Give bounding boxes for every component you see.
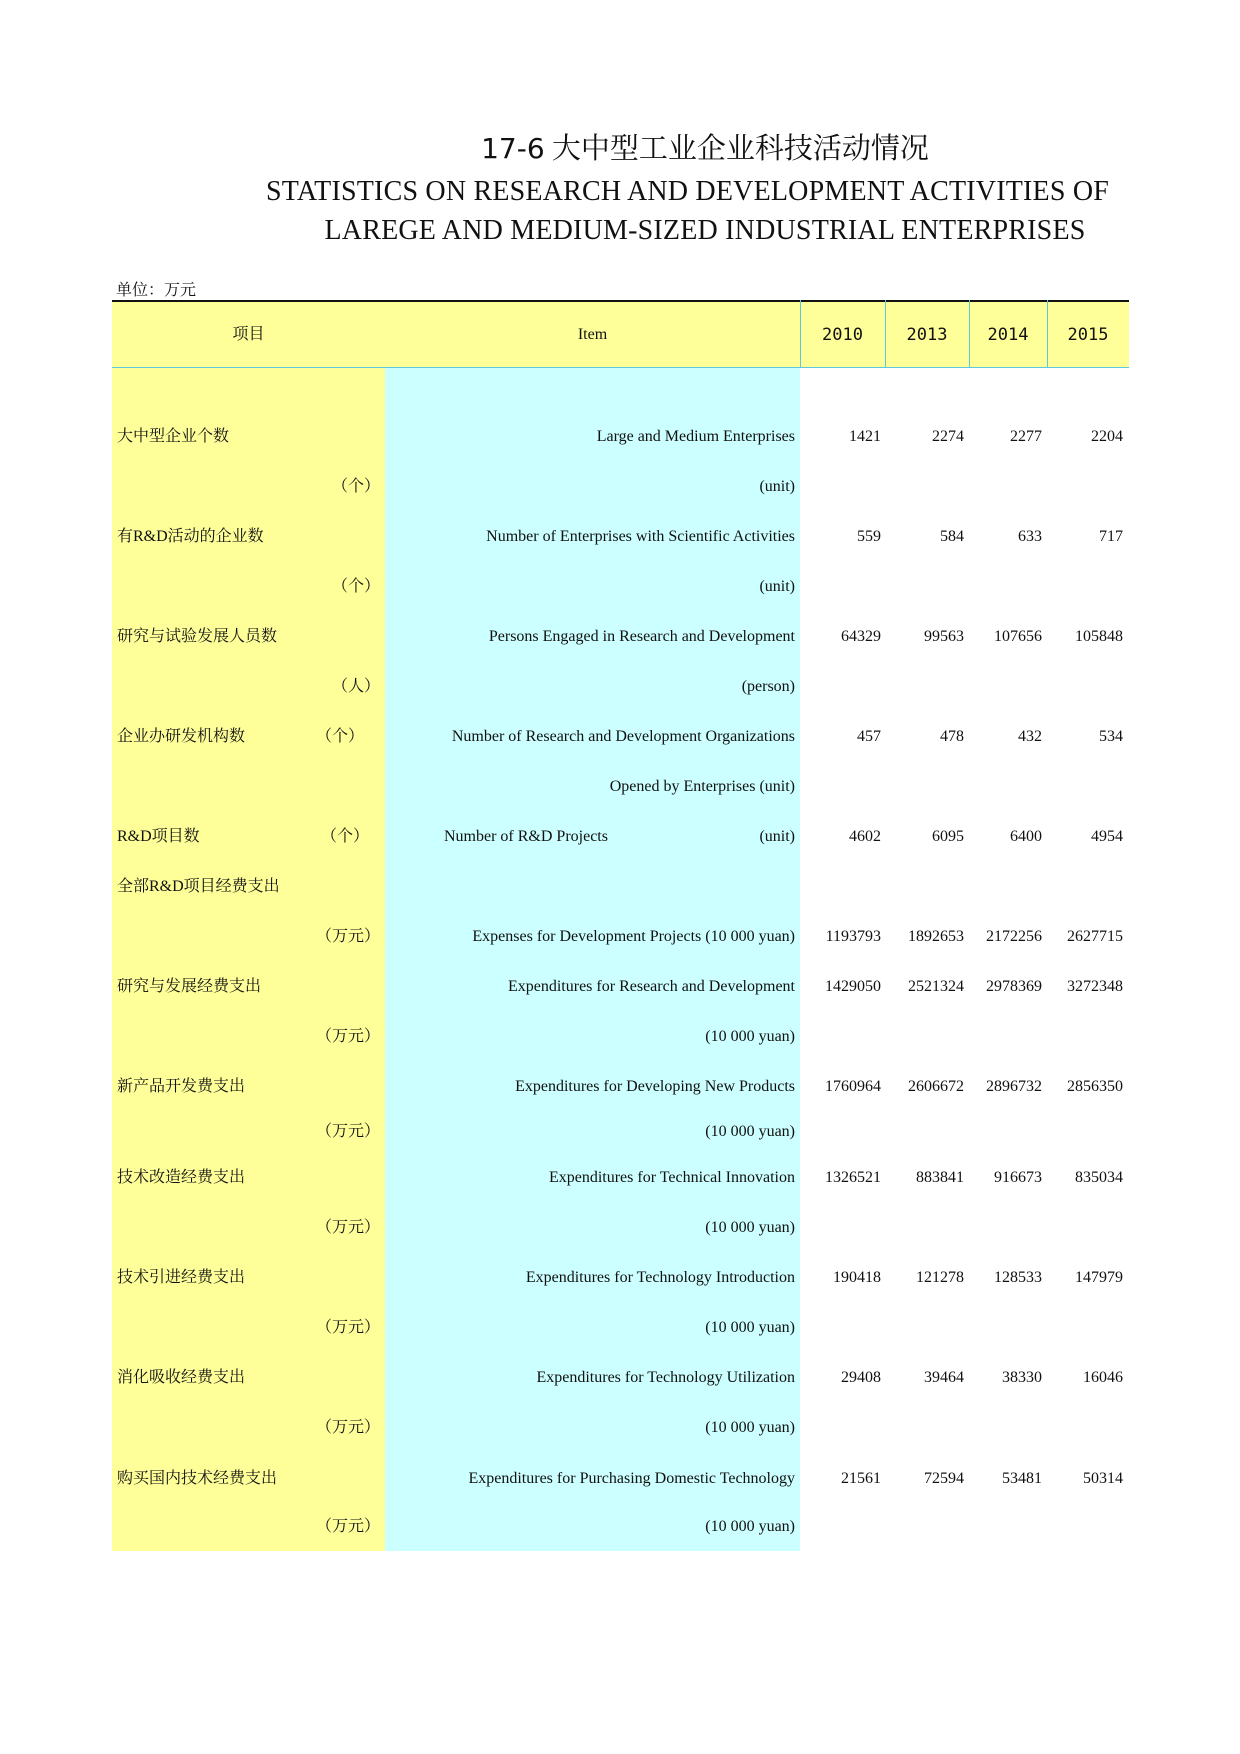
table-row [0,523,1240,551]
cell-2015: 50314 [1083,1470,1123,1487]
cell-2010: 29408 [841,1369,881,1386]
cell-2013: 584 [940,528,964,545]
row-unit-en: (10 000 yuan) [705,1028,795,1045]
row-unit-cn: （个） [331,478,380,495]
row-unit-cn: （万元） [315,928,380,945]
table-row [0,1364,1240,1392]
row-label-cn: 研究与发展经费支出 [117,978,262,995]
header-item-cn: 项目 [232,326,265,343]
row-unit-cn: （个） [321,828,370,845]
row-unit-cn: （个） [316,728,365,745]
table-row [0,1214,1240,1242]
cell-2015: 717 [1099,528,1123,545]
cell-2010: 1193793 [825,928,881,945]
row-label-cn: 企业办研发机构数 [117,728,246,745]
row-label-cn: 全部R&D项目经费支出 [117,878,280,895]
row-label-cn: 大中型企业个数 [117,428,230,445]
cell-2014: 38330 [1002,1369,1042,1386]
row-label-en: Expenditures for Technology Utilization [536,1369,795,1386]
cell-2014: 53481 [1002,1470,1042,1487]
table-row [0,923,1240,951]
table-title-cn [0,126,1240,167]
table-row [0,1023,1240,1051]
table-title-en-line2: LAREGE AND MEDIUM-SIZED INDUSTRIAL ENTERPRISES [324,215,1086,246]
row-label-cn: 技术改造经费支出 [117,1169,246,1186]
cell-2013: 478 [940,728,964,745]
row-unit-en: (10 000 yuan) [705,1319,795,1336]
cell-2013: 2521324 [908,978,964,995]
row-label-en: Expenditures for Technical Innovation [548,1169,795,1186]
cell-2010: 21561 [841,1470,881,1487]
row-unit-cn: （万元） [315,1319,380,1336]
row-unit-cn: （万元） [315,1219,380,1236]
cell-2014: 2978369 [986,978,1042,995]
table-row [0,823,1240,851]
row-label-cn: R&D项目数 [117,828,200,845]
table-row [0,473,1240,501]
cell-2010: 4602 [849,828,881,845]
cell-2015: 105848 [1075,628,1123,645]
cell-2013: 39464 [924,1369,964,1386]
row-label-cn: 有R&D活动的企业数 [117,528,264,545]
table-row [0,773,1240,801]
row-label-en: Expenditures for Technology Introduction [525,1269,795,1286]
cell-2010: 1760964 [825,1078,881,1095]
row-label-en: Number of Enterprises with Scientific Activities [486,528,795,545]
cell-2010: 1326521 [825,1169,881,1186]
row-label-en: Number of R&D Projects [444,828,608,845]
row-unit-cn: （万元） [315,1518,380,1535]
row-label-en: Number of Research and Development Organizations [451,728,795,745]
row-label-en: Large and Medium Enterprises [596,428,795,445]
cell-2013: 883841 [916,1169,964,1186]
unit-label: 单位：万元 [116,282,197,299]
cell-2013: 121278 [916,1269,964,1286]
row-unit-en: (unit) [759,828,795,845]
cell-2013: 72594 [924,1470,964,1487]
row-unit-en: (person) [741,678,795,695]
table-row [0,1264,1240,1292]
table-row [0,423,1240,451]
cell-2014: 2277 [1010,428,1042,445]
table-row [0,1118,1240,1146]
row-unit-en: (10 000 yuan) [705,1219,795,1236]
row-unit-cn: （万元） [315,1419,380,1436]
row-label-cn: 技术引进经费支出 [117,1269,246,1286]
cell-2015: 2856350 [1067,1078,1123,1095]
cell-2013: 2274 [932,428,964,445]
header-year: 2015 [1067,325,1109,345]
header-year: 2014 [987,325,1029,345]
cell-2013: 2606672 [908,1078,964,1095]
table-row [0,1073,1240,1101]
cell-2010: 190418 [833,1269,881,1286]
cell-2010: 457 [857,728,881,745]
cell-2013: 1892653 [908,928,964,945]
row-unit-en: (10 000 yuan) [705,1419,795,1436]
row-label-en: Persons Engaged in Research and Development [488,628,795,645]
cell-2015: 147979 [1075,1269,1123,1286]
row-unit-cn: （万元） [315,1028,380,1045]
row-unit-en: (10 000 yuan) [705,1518,795,1535]
row-label-cn: 消化吸收经费支出 [117,1369,246,1386]
cell-2014: 2172256 [986,928,1042,945]
row-unit-en: (unit) [759,478,795,495]
cell-2014: 2896732 [986,1078,1042,1095]
cell-2013: 99563 [924,628,964,645]
cell-2015: 2204 [1091,428,1123,445]
cell-2014: 432 [1018,728,1042,745]
row-unit-cn: （万元） [315,1123,380,1140]
row-label-cn: 研究与试验发展人员数 [117,628,278,645]
table-number: 17-6 [481,132,545,165]
header-year: 2013 [906,325,948,345]
table-row [0,873,1240,901]
table-title-en-line1: STATISTICS ON RESEARCH AND DEVELOPMENT ACTIVITIES OF [266,176,1110,207]
row-unit-cn: （个） [331,578,380,595]
cell-2014: 6400 [1010,828,1042,845]
cell-2015: 835034 [1075,1169,1123,1186]
table-row [0,723,1240,751]
row-label-cn: 新产品开发费支出 [117,1078,246,1095]
row-unit-en: (10 000 yuan) [705,1123,795,1140]
cell-2014: 916673 [994,1169,1042,1186]
row-label-en: Expenditures for Purchasing Domestic Technology [468,1470,795,1487]
table-row [0,623,1240,651]
row-label-en: Expenditures for Developing New Products [515,1078,795,1095]
row-unit-cn: （人） [331,678,380,695]
table-row [0,673,1240,701]
row-unit-en: (unit) [759,578,795,595]
cell-2014: 107656 [994,628,1042,645]
table-row [0,1314,1240,1342]
table-row [0,1465,1240,1493]
row-label-en: Expenses for Development Projects (10 000 yuan) [472,928,795,945]
cell-2015: 16046 [1083,1369,1123,1386]
header-year: 2010 [822,325,863,345]
header-item-en: Item [577,326,608,343]
table-row [0,973,1240,1001]
cell-2010: 559 [857,528,881,545]
cell-2015: 3272348 [1067,978,1123,995]
cell-2010: 1429050 [825,978,881,995]
row-label-cn: 购买国内技术经费支出 [117,1470,278,1487]
cell-2014: 128533 [994,1269,1042,1286]
table-title-cn-text: 大中型工业企业科技活动情况 [551,133,929,165]
table-row [0,1513,1240,1541]
cell-2015: 2627715 [1067,928,1123,945]
cell-2015: 4954 [1091,828,1123,845]
cell-2010: 64329 [841,628,881,645]
cell-2010: 1421 [849,428,881,445]
cell-2014: 633 [1018,528,1042,545]
cell-2013: 6095 [932,828,964,845]
table-row [0,573,1240,601]
table-row [0,1414,1240,1442]
row-label-en: Opened by Enterprises (unit) [609,778,795,795]
row-label-en: Expenditures for Research and Development [507,978,795,995]
table-row [0,1164,1240,1192]
cell-2015: 534 [1099,728,1123,745]
